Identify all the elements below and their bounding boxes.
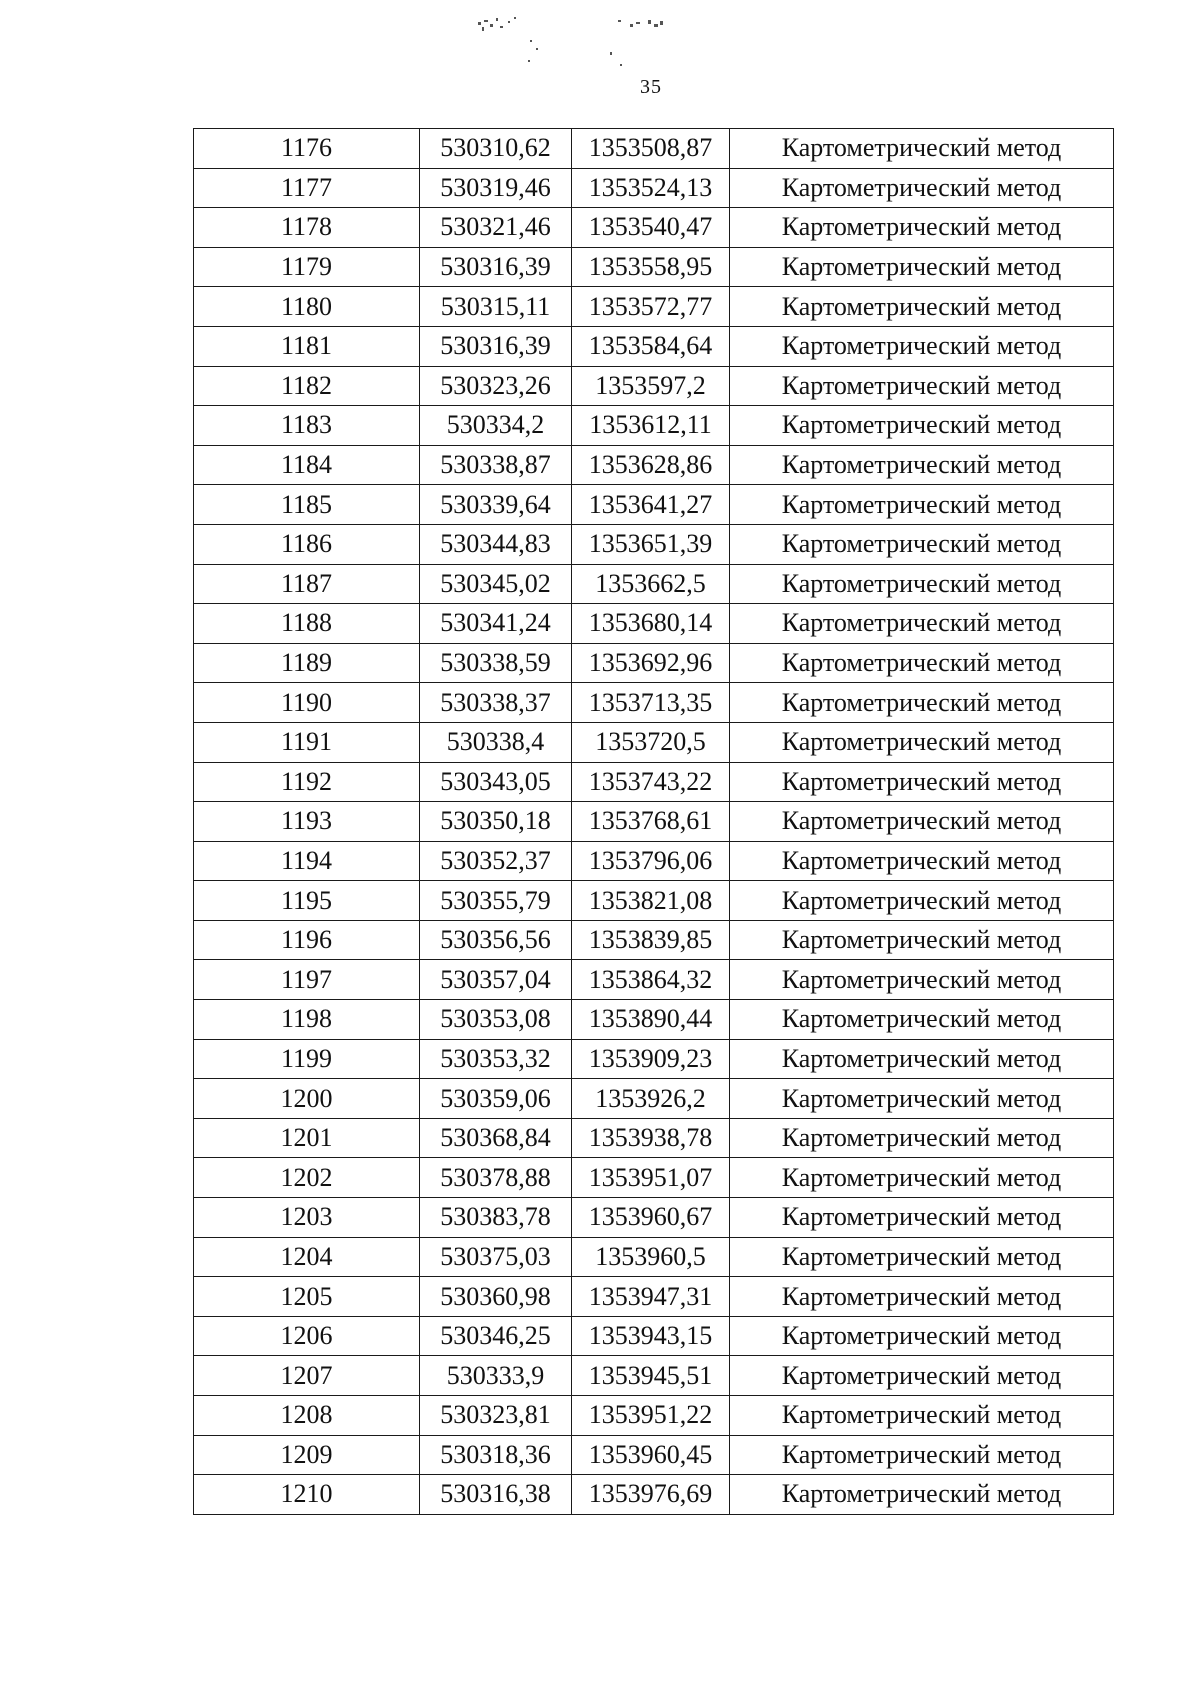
- coordinate-y: 1353662,5: [572, 564, 730, 604]
- point-number: 1192: [194, 762, 420, 802]
- point-number: 1196: [194, 920, 420, 960]
- table-row: [194, 524, 1114, 564]
- determination-method: Картометрический метод: [730, 445, 1114, 485]
- determination-method: Картометрический метод: [730, 881, 1114, 921]
- table-row: [194, 326, 1114, 366]
- point-number: 1210: [194, 1475, 420, 1515]
- coordinate-x: 530341,24: [420, 604, 572, 644]
- coordinate-y: 1353951,22: [572, 1396, 730, 1436]
- determination-method: Картометрический метод: [730, 1475, 1114, 1515]
- table-row: [194, 1396, 1114, 1436]
- point-number: 1208: [194, 1396, 420, 1436]
- point-number: 1199: [194, 1039, 420, 1079]
- coordinate-y: 1353720,5: [572, 722, 730, 762]
- coordinate-y: 1353951,07: [572, 1158, 730, 1198]
- table-row: [194, 1237, 1114, 1277]
- point-number: 1187: [194, 564, 420, 604]
- determination-method: Картометрический метод: [730, 643, 1114, 683]
- determination-method: Картометрический метод: [730, 802, 1114, 842]
- determination-method: Картометрический метод: [730, 1435, 1114, 1475]
- coordinate-x: 530359,06: [420, 1079, 572, 1119]
- coordinate-y: 1353960,5: [572, 1237, 730, 1277]
- table-row: [194, 287, 1114, 327]
- coordinate-y: 1353839,85: [572, 920, 730, 960]
- coordinate-y: 1353584,64: [572, 326, 730, 366]
- coordinate-y: 1353796,06: [572, 841, 730, 881]
- coordinate-x: 530353,08: [420, 1000, 572, 1040]
- coordinate-x: 530334,2: [420, 406, 572, 446]
- coordinate-y: 1353692,96: [572, 643, 730, 683]
- table-row: [194, 762, 1114, 802]
- point-number: 1177: [194, 168, 420, 208]
- table-row: [194, 1435, 1114, 1475]
- point-number: 1198: [194, 1000, 420, 1040]
- determination-method: Картометрический метод: [730, 208, 1114, 248]
- point-number: 1179: [194, 247, 420, 287]
- coordinate-x: 530346,25: [420, 1316, 572, 1356]
- table-row: [194, 406, 1114, 446]
- coordinate-x: 530375,03: [420, 1237, 572, 1277]
- coordinate-y: 1353821,08: [572, 881, 730, 921]
- table-row: [194, 1079, 1114, 1119]
- coordinate-x: 530338,87: [420, 445, 572, 485]
- coordinate-y: 1353524,13: [572, 168, 730, 208]
- coordinate-x: 530383,78: [420, 1198, 572, 1238]
- coordinate-y: 1353540,47: [572, 208, 730, 248]
- coordinate-x: 530338,59: [420, 643, 572, 683]
- table-row: [194, 643, 1114, 683]
- determination-method: Картометрический метод: [730, 920, 1114, 960]
- table-row: [194, 1277, 1114, 1317]
- table-row: [194, 920, 1114, 960]
- coordinate-x: 530310,62: [420, 129, 572, 169]
- determination-method: Картометрический метод: [730, 524, 1114, 564]
- determination-method: Картометрический метод: [730, 326, 1114, 366]
- table-row: [194, 960, 1114, 1000]
- table-row: [194, 881, 1114, 921]
- coordinate-x: 530315,11: [420, 287, 572, 327]
- coordinates-table-body: [194, 129, 1114, 1515]
- determination-method: Картометрический метод: [730, 168, 1114, 208]
- determination-method: Картометрический метод: [730, 1118, 1114, 1158]
- point-number: 1203: [194, 1198, 420, 1238]
- table-row: [194, 247, 1114, 287]
- coordinate-y: 1353938,78: [572, 1118, 730, 1158]
- point-number: 1201: [194, 1118, 420, 1158]
- determination-method: Картометрический метод: [730, 564, 1114, 604]
- coordinate-x: 530339,64: [420, 485, 572, 525]
- coordinate-x: 530355,79: [420, 881, 572, 921]
- point-number: 1180: [194, 287, 420, 327]
- coordinate-y: 1353976,69: [572, 1475, 730, 1515]
- table-row: [194, 1158, 1114, 1198]
- determination-method: Картометрический метод: [730, 287, 1114, 327]
- point-number: 1197: [194, 960, 420, 1000]
- table-row: [194, 604, 1114, 644]
- table-row: [194, 1198, 1114, 1238]
- coordinate-y: 1353680,14: [572, 604, 730, 644]
- coordinate-y: 1353960,67: [572, 1198, 730, 1238]
- point-number: 1205: [194, 1277, 420, 1317]
- coordinate-x: 530344,83: [420, 524, 572, 564]
- point-number: 1194: [194, 841, 420, 881]
- coordinates-table: [193, 128, 1114, 1515]
- determination-method: Картометрический метод: [730, 1237, 1114, 1277]
- coordinate-x: 530318,36: [420, 1435, 572, 1475]
- coordinate-y: 1353743,22: [572, 762, 730, 802]
- point-number: 1181: [194, 326, 420, 366]
- coordinate-y: 1353909,23: [572, 1039, 730, 1079]
- coordinate-y: 1353628,86: [572, 445, 730, 485]
- table-row: [194, 802, 1114, 842]
- determination-method: Картометрический метод: [730, 1000, 1114, 1040]
- determination-method: Картометрический метод: [730, 1198, 1114, 1238]
- coordinate-y: 1353926,2: [572, 1079, 730, 1119]
- point-number: 1183: [194, 406, 420, 446]
- coordinate-y: 1353508,87: [572, 129, 730, 169]
- coordinate-y: 1353890,44: [572, 1000, 730, 1040]
- table-row: [194, 683, 1114, 723]
- coordinate-x: 530345,02: [420, 564, 572, 604]
- point-number: 1190: [194, 683, 420, 723]
- table-row: [194, 168, 1114, 208]
- table-row: [194, 366, 1114, 406]
- coordinate-x: 530321,46: [420, 208, 572, 248]
- point-number: 1178: [194, 208, 420, 248]
- table-row: [194, 129, 1114, 169]
- coordinate-y: 1353945,51: [572, 1356, 730, 1396]
- determination-method: Картометрический метод: [730, 762, 1114, 802]
- point-number: 1204: [194, 1237, 420, 1277]
- determination-method: Картометрический метод: [730, 683, 1114, 723]
- coordinate-x: 530316,38: [420, 1475, 572, 1515]
- scan-noise-marks: [470, 12, 730, 82]
- coordinate-x: 530323,26: [420, 366, 572, 406]
- table-row: [194, 1000, 1114, 1040]
- coordinate-x: 530356,56: [420, 920, 572, 960]
- determination-method: Картометрический метод: [730, 1316, 1114, 1356]
- coordinate-y: 1353641,27: [572, 485, 730, 525]
- point-number: 1188: [194, 604, 420, 644]
- point-number: 1209: [194, 1435, 420, 1475]
- table-row: [194, 1356, 1114, 1396]
- coordinate-x: 530319,46: [420, 168, 572, 208]
- coordinate-y: 1353713,35: [572, 683, 730, 723]
- table-row: [194, 722, 1114, 762]
- point-number: 1206: [194, 1316, 420, 1356]
- point-number: 1184: [194, 445, 420, 485]
- coordinate-x: 530343,05: [420, 762, 572, 802]
- point-number: 1202: [194, 1158, 420, 1198]
- coordinate-y: 1353651,39: [572, 524, 730, 564]
- determination-method: Картометрический метод: [730, 129, 1114, 169]
- determination-method: Картометрический метод: [730, 406, 1114, 446]
- table-row: [194, 841, 1114, 881]
- determination-method: Картометрический метод: [730, 1039, 1114, 1079]
- coordinate-x: 530360,98: [420, 1277, 572, 1317]
- determination-method: Картометрический метод: [730, 841, 1114, 881]
- table-row: [194, 208, 1114, 248]
- coordinate-x: 530338,4: [420, 722, 572, 762]
- determination-method: Картометрический метод: [730, 1356, 1114, 1396]
- table-row: [194, 1475, 1114, 1515]
- coordinate-x: 530357,04: [420, 960, 572, 1000]
- point-number: 1193: [194, 802, 420, 842]
- point-number: 1191: [194, 722, 420, 762]
- coordinate-x: 530333,9: [420, 1356, 572, 1396]
- coordinate-y: 1353558,95: [572, 247, 730, 287]
- determination-method: Картометрический метод: [730, 485, 1114, 525]
- coordinate-x: 530316,39: [420, 247, 572, 287]
- point-number: 1200: [194, 1079, 420, 1119]
- page-number: 35: [640, 76, 662, 98]
- determination-method: Картометрический метод: [730, 1396, 1114, 1436]
- determination-method: Картометрический метод: [730, 1277, 1114, 1317]
- determination-method: Картометрический метод: [730, 366, 1114, 406]
- table-row: [194, 445, 1114, 485]
- coordinate-x: 530338,37: [420, 683, 572, 723]
- point-number: 1207: [194, 1356, 420, 1396]
- determination-method: Картометрический метод: [730, 722, 1114, 762]
- coordinate-y: 1353947,31: [572, 1277, 730, 1317]
- point-number: 1185: [194, 485, 420, 525]
- coordinate-x: 530378,88: [420, 1158, 572, 1198]
- table-row: [194, 485, 1114, 525]
- coordinate-y: 1353943,15: [572, 1316, 730, 1356]
- point-number: 1182: [194, 366, 420, 406]
- coordinate-x: 530368,84: [420, 1118, 572, 1158]
- point-number: 1176: [194, 129, 420, 169]
- point-number: 1195: [194, 881, 420, 921]
- point-number: 1186: [194, 524, 420, 564]
- coordinate-y: 1353612,11: [572, 406, 730, 446]
- table-row: [194, 1039, 1114, 1079]
- table-row: [194, 1316, 1114, 1356]
- table-row: [194, 1118, 1114, 1158]
- determination-method: Картометрический метод: [730, 604, 1114, 644]
- coordinate-x: 530350,18: [420, 802, 572, 842]
- coordinate-y: 1353768,61: [572, 802, 730, 842]
- determination-method: Картометрический метод: [730, 1079, 1114, 1119]
- coordinate-y: 1353597,2: [572, 366, 730, 406]
- coordinate-y: 1353864,32: [572, 960, 730, 1000]
- coordinate-y: 1353572,77: [572, 287, 730, 327]
- determination-method: Картометрический метод: [730, 960, 1114, 1000]
- point-number: 1189: [194, 643, 420, 683]
- coordinate-x: 530316,39: [420, 326, 572, 366]
- coordinate-y: 1353960,45: [572, 1435, 730, 1475]
- coordinate-x: 530352,37: [420, 841, 572, 881]
- coordinate-x: 530323,81: [420, 1396, 572, 1436]
- determination-method: Картометрический метод: [730, 1158, 1114, 1198]
- table-row: [194, 564, 1114, 604]
- coordinate-x: 530353,32: [420, 1039, 572, 1079]
- determination-method: Картометрический метод: [730, 247, 1114, 287]
